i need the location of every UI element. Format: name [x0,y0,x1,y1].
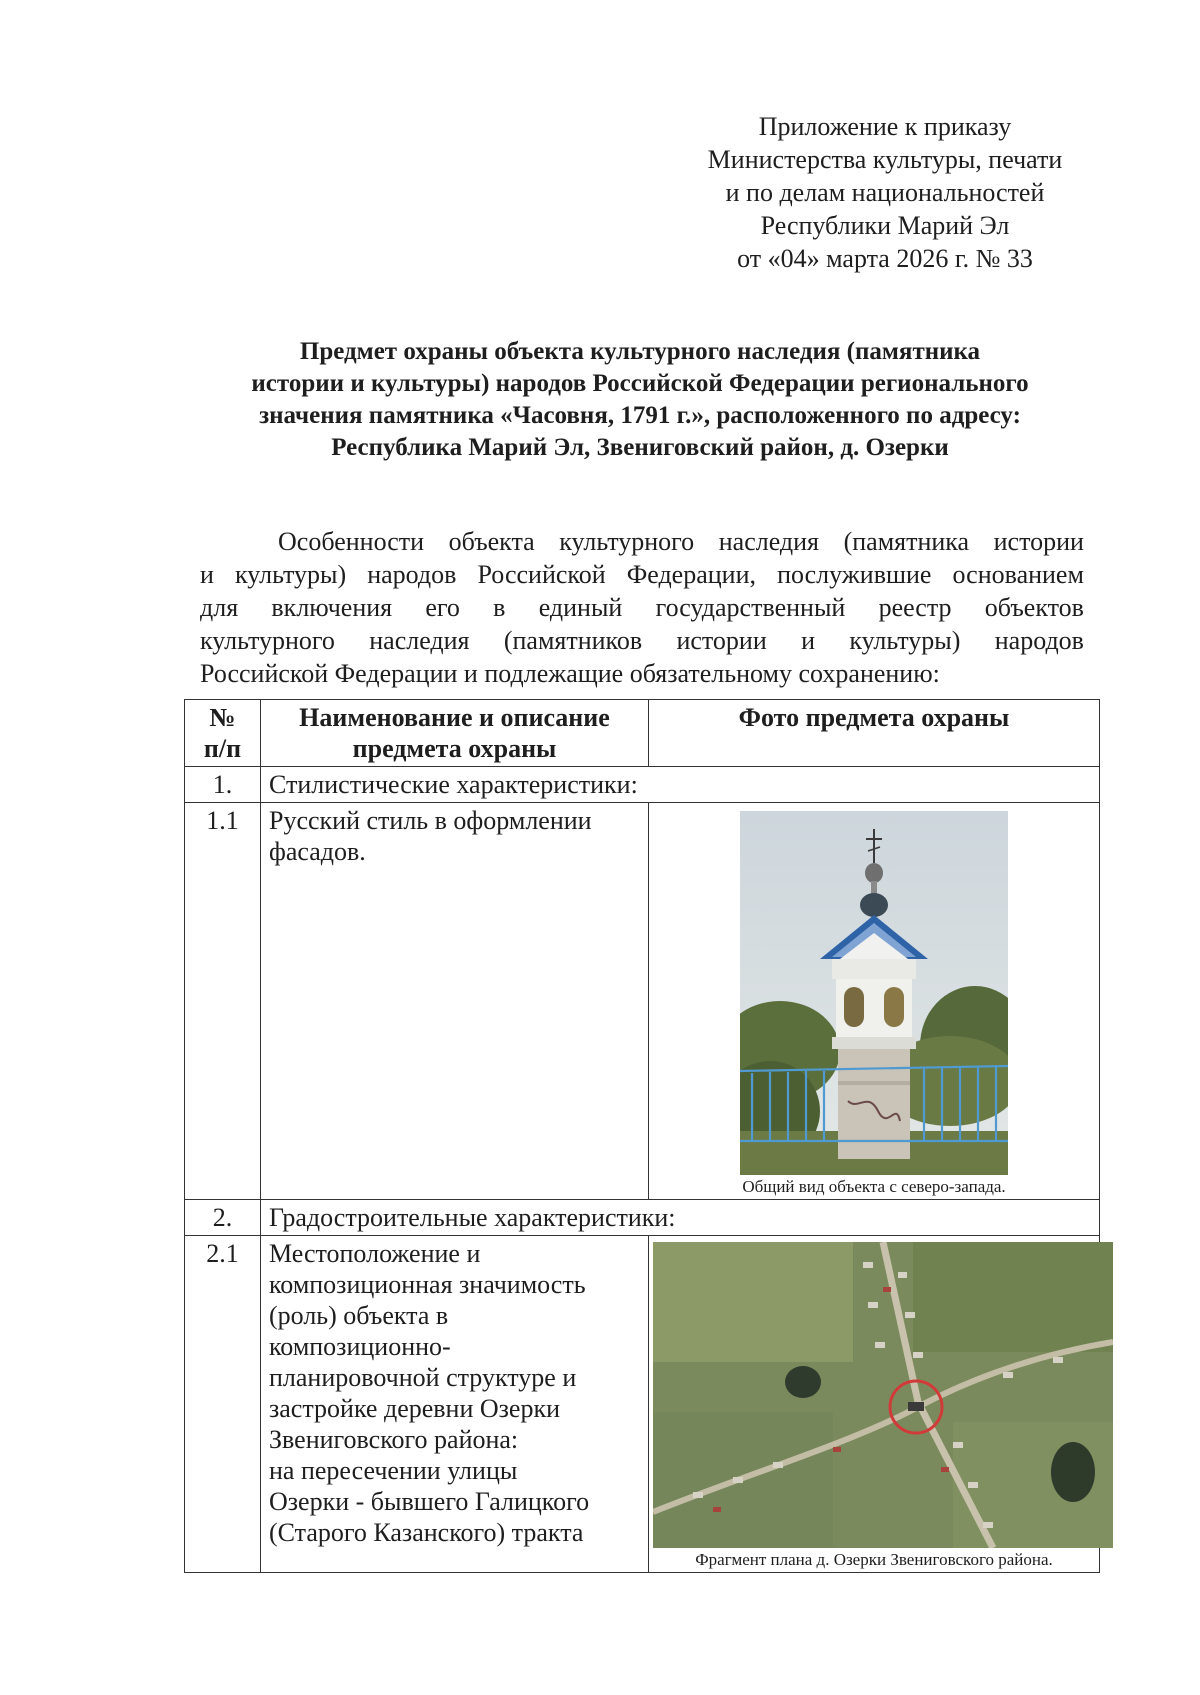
table-row [185,767,1100,803]
intro-word: и [801,626,815,655]
table-header-row [185,700,1100,767]
protection-table [184,699,1100,1573]
title-line: Республика Марий Эл, Звениговский район, д. Озерки [331,434,949,461]
intro-word: (памятников [503,626,643,655]
description-line: (роль) объекта в [269,1301,449,1330]
row-number: 1.1 [185,803,261,1200]
description-line: Озерки - бывшего Галицкого [269,1487,590,1516]
intro-word: включения [271,593,393,622]
title-line: Предмет охраны объекта культурного наследия (памятника [299,338,981,365]
header-desc-line: Наименование и описание [299,703,610,732]
header-num-line: п/п [203,734,242,763]
intro-word: народов [994,626,1084,655]
village-aerial-map [653,1242,1113,1548]
intro-word: в [493,593,506,622]
document-title [190,336,1090,464]
order-appendix-header [660,110,1110,275]
intro-word: культурного [559,527,695,556]
photo-cell [649,803,1100,1200]
header-line: Приложение к приказу [758,112,1012,141]
title-line: значения памятника «Часовня, 1791 г.», расположенного по адресу: [259,402,1021,429]
row-description [261,1236,649,1573]
header-photo-label: Фото предмета охраны [738,703,1010,732]
description-line: Звениговского района: [269,1425,519,1454]
intro-line [200,525,1084,558]
description-line: застройке деревни Озерки [269,1394,561,1423]
intro-word: послужившие [777,560,932,589]
row-number: 1. [185,767,261,803]
intro-word: реестр [878,593,952,622]
header-num-line: № [209,703,236,732]
description-line: композиционно- [269,1332,451,1361]
row-description [261,803,649,1200]
header-line: Министерства культуры, печати [707,145,1063,174]
header-photo [649,700,1100,767]
intro-word: его [425,593,460,622]
intro-line: Российской Федерации и подлежащие обязательному сохранению: [200,659,940,688]
intro-word: единый [538,593,623,622]
description-line: (Старого Казанского) тракта [269,1518,584,1547]
intro-line [200,591,1084,624]
description-line: композиционная значимость [269,1270,586,1299]
section-heading: Градостроительные характеристики: [261,1200,1100,1236]
header-line: Республики Марий Эл [760,211,1010,240]
intro-paragraph [200,525,1084,690]
description-line: на пересечении улицы [269,1456,518,1485]
intro-word: народов [367,560,457,589]
row-number: 2.1 [185,1236,261,1573]
intro-word: культуры) [235,560,347,589]
header-desc-line: предмета охраны [352,734,557,763]
intro-word: государственный [655,593,846,622]
section-heading: Стилистические характеристики: [261,767,1100,803]
intro-word: и [200,560,214,589]
intro-word: для [200,593,239,622]
intro-line [200,624,1084,657]
header-line: и по делам национальностей [725,178,1045,207]
table-row [185,1200,1100,1236]
row-number: 2. [185,1200,261,1236]
intro-word: Российской [477,560,606,589]
header-line: от «04» марта 2026 г. № 33 [737,244,1033,273]
intro-word: Особенности [278,527,425,556]
title-line: истории и культуры) народов Российской Федерации регионального [251,370,1029,397]
photo-cell [649,1236,1100,1573]
intro-word: объектов [984,593,1084,622]
intro-word: наследия [718,527,820,556]
description-line: Русский стиль в оформлении [269,806,592,835]
header-num [185,700,261,767]
intro-word: (памятника [843,527,970,556]
intro-word: наследия [369,626,470,655]
description-line: Местоположение и [269,1239,481,1268]
intro-word: культурного [200,626,335,655]
header-desc [261,700,649,767]
intro-word: основанием [952,560,1084,589]
intro-line [200,558,1084,591]
table-row [185,803,1100,1200]
photo-caption: Общий вид объекта с северо-запада. [742,1177,1006,1196]
intro-word: истории [676,626,767,655]
description-line: фасадов. [269,837,366,866]
table-row [185,1236,1100,1573]
intro-word: культуры) [849,626,961,655]
description-line: планировочной структуре и [269,1363,577,1392]
intro-word: истории [993,527,1084,556]
intro-word: объекта [448,527,535,556]
map-caption: Фрагмент плана д. Озерки Звениговского района. [695,1550,1053,1569]
chapel-photo [740,811,1008,1175]
intro-word: Федерации, [626,560,756,589]
